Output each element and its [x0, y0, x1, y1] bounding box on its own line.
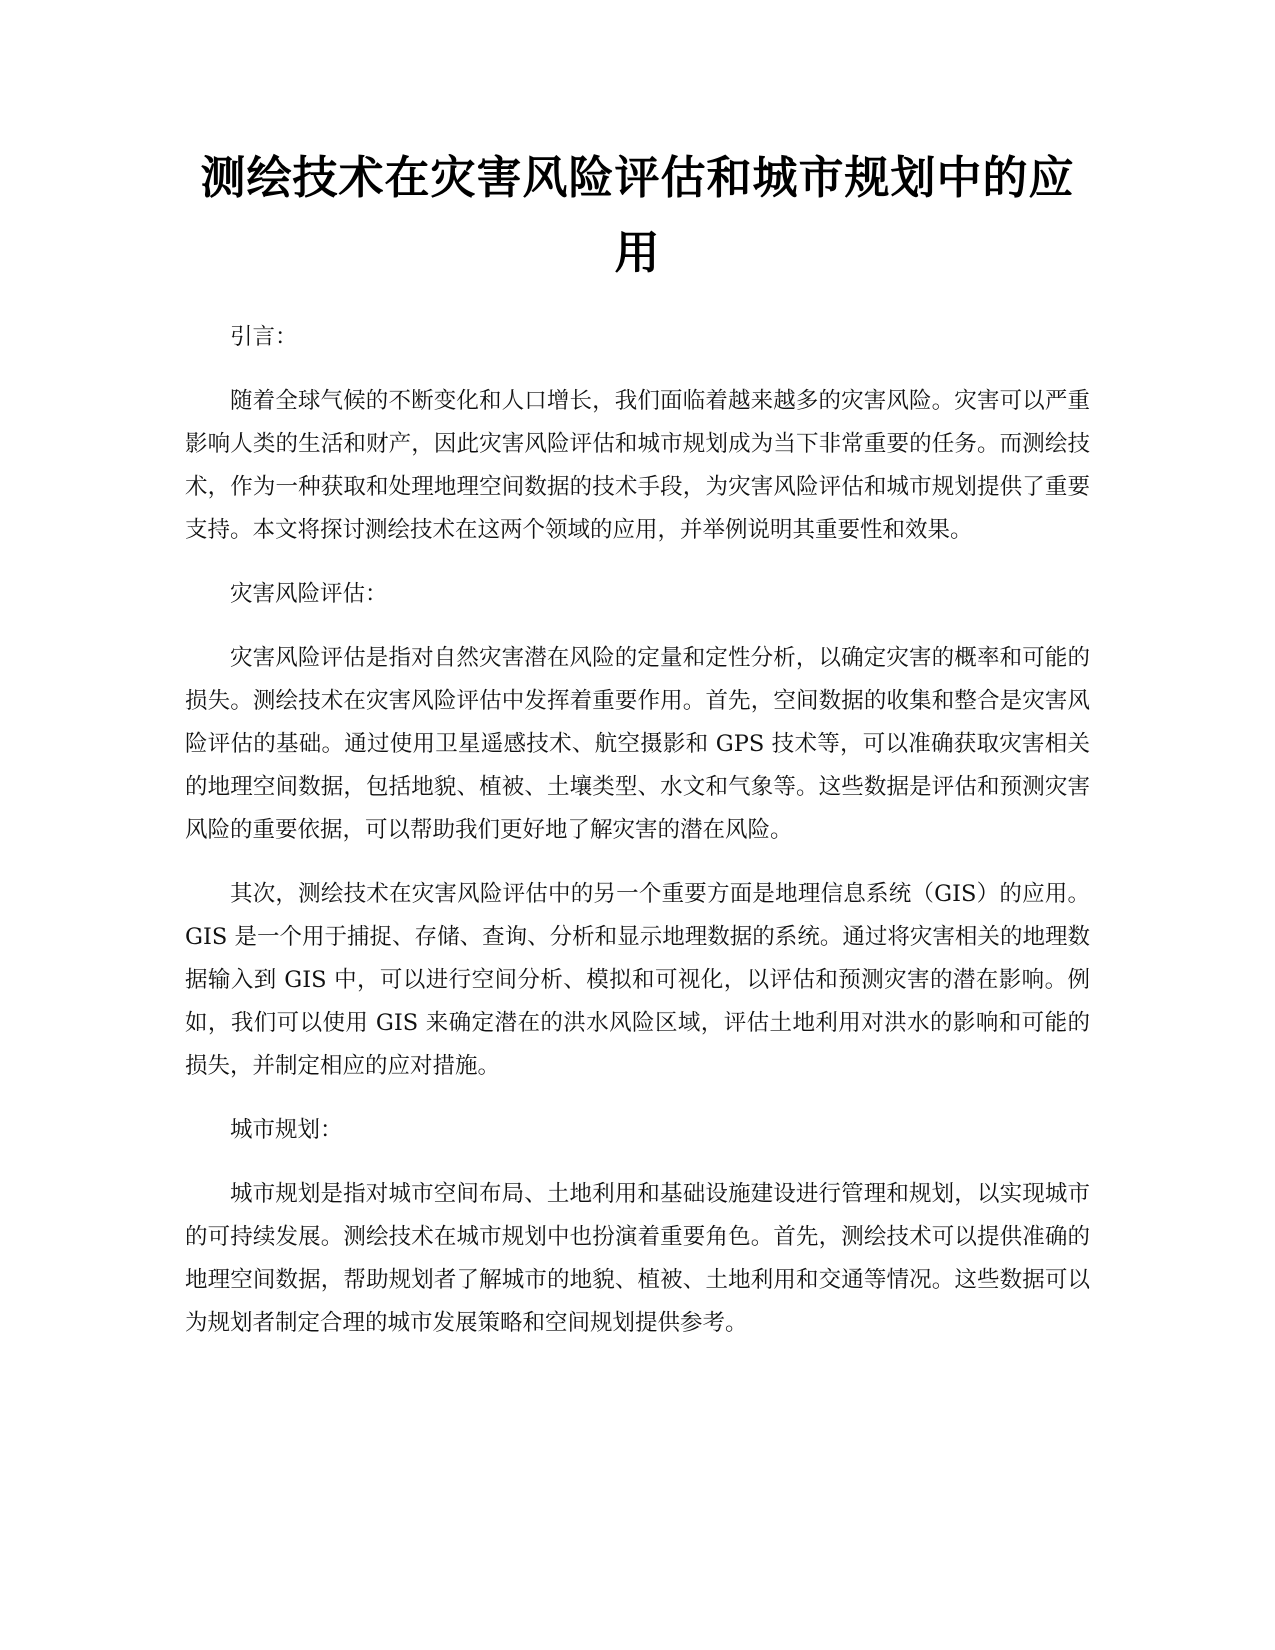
section-heading-disaster-risk: 灾害风险评估： — [230, 581, 388, 607]
document-body — [185, 316, 1090, 1345]
document-page — [185, 140, 1090, 1366]
section-heading-introduction: 引言： — [230, 324, 298, 350]
section-heading-urban-planning: 城市规划： — [230, 1117, 343, 1143]
document-title: 测绘技术在灾害风险评估和城市规划中的应用 — [200, 151, 1075, 279]
paragraph-introduction: 随着全球气候的不断变化和人口增长，我们面临着越来越多的灾害风险。灾害可以严重影响人类的生活和财产，因此灾害风险评估和城市规划成为当下非常重要的任务。而测绘技术，作为一种获取和处理地理空间数据的技术手段，为灾害风险评估和城市规划提供了重要支持。本文将探讨测绘技术在这两个领域的应用，并举例说明其重要性和效果。 — [185, 388, 1090, 543]
paragraph-disaster-risk-2: 其次，测绘技术在灾害风险评估中的另一个重要方面是地理信息系统（GIS）的应用。GIS 是一个用于捕捉、存储、查询、分析和显示地理数据的系统。通过将灾害相关的地理数据输入到 GIS 中，可以进行空间分析、模拟和可视化，以评估和预测灾害的潜在影响。例如，我们可以使用 GIS 来确定潜在的洪水风险区域，评估土地利用对洪水的影响和可能的损失，并制定相应的应对措施。 — [185, 881, 1090, 1079]
paragraph-urban-planning: 城市规划是指对城市空间布局、土地利用和基础设施建设进行管理和规划，以实现城市的可持续发展。测绘技术在城市规划中也扮演着重要角色。首先，测绘技术可以提供准确的地理空间数据，帮助规划者了解城市的地貌、植被、土地利用和交通等情况。这些数据可以为规划者制定合理的城市发展策略和空间规划提供参考。 — [185, 1181, 1090, 1336]
paragraph-disaster-risk-1: 灾害风险评估是指对自然灾害潜在风险的定量和定性分析，以确定灾害的概率和可能的损失。测绘技术在灾害风险评估中发挥着重要作用。首先，空间数据的收集和整合是灾害风险评估的基础。通过使用卫星遥感技术、航空摄影和 GPS 技术等，可以准确获取灾害相关的地理空间数据，包括地貌、植被、土壤类型、水文和气象等。这些数据是评估和预测灾害风险的重要依据，可以帮助我们更好地了解灾害的潜在风险。 — [185, 645, 1090, 843]
